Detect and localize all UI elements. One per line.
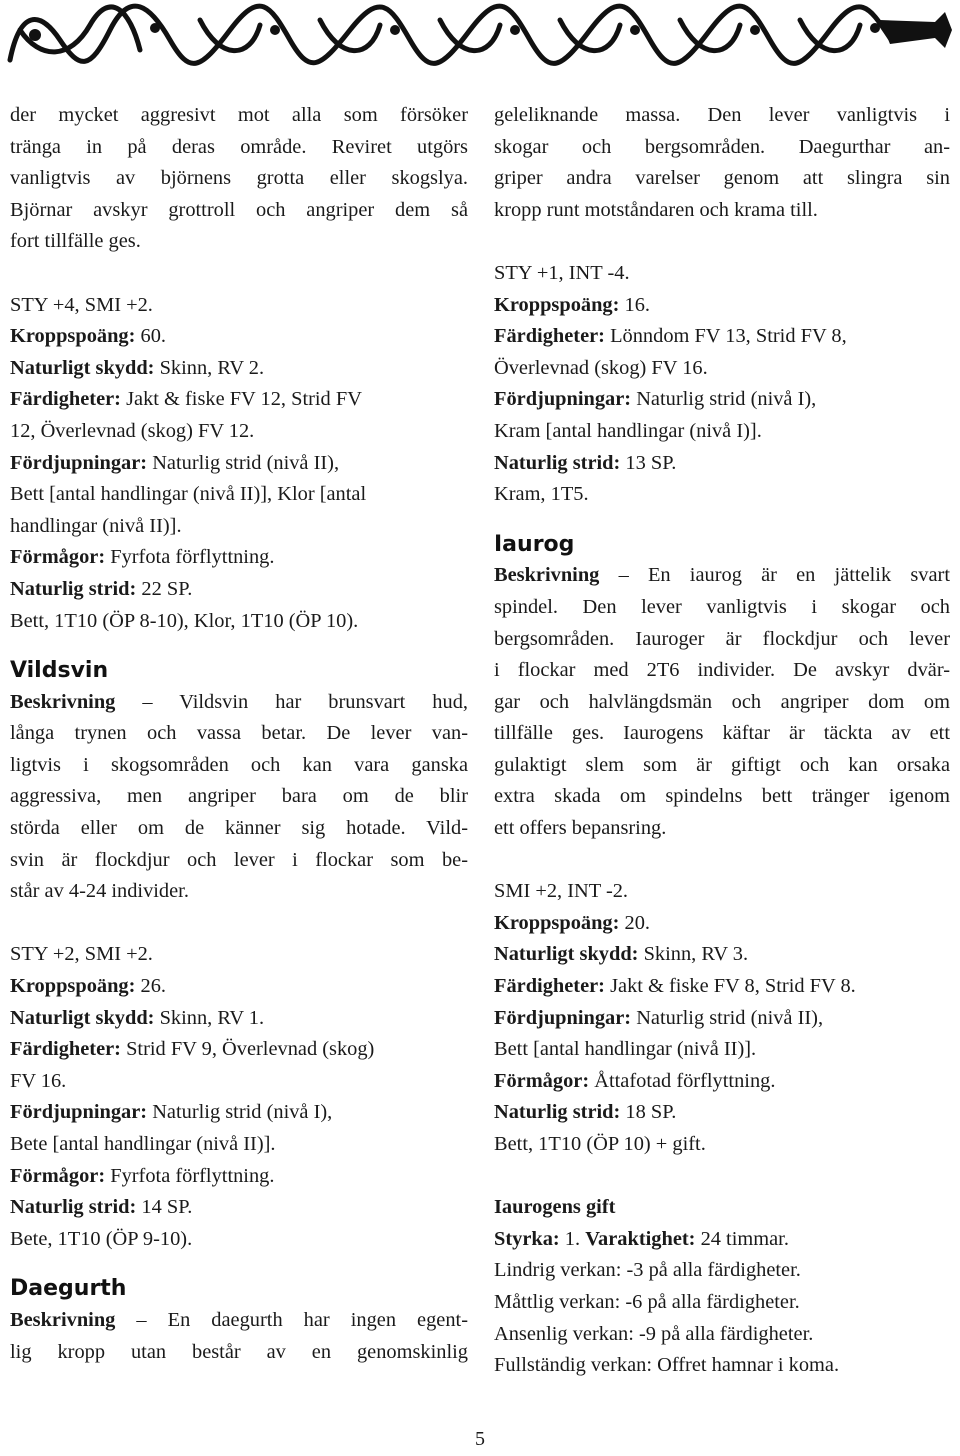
text-line: Överlevnad (skog) FV 16. bbox=[494, 356, 708, 379]
text-line: griper andra varelser genom att slingra sin bbox=[494, 167, 950, 190]
stat-attributes: STY +2, SMI +2. bbox=[10, 943, 153, 966]
text-line: vanligtvis av björnens grotta eller skogslya. bbox=[10, 167, 468, 190]
poison-stats: Styrka: 1. Varaktighet: 24 timmar. bbox=[494, 1227, 789, 1250]
text-line: extra skada om spindelns bett tränger igenom bbox=[494, 785, 950, 808]
stat-kroppspoang: Kroppspoäng: 26. bbox=[10, 975, 167, 998]
text-line: ett offers bepansring. bbox=[494, 817, 667, 840]
text-line: geleliknande massa. Den lever vanligtvis i bbox=[494, 104, 950, 126]
text-line: spindel. Den lever vanligtvis i skogar och bbox=[494, 595, 950, 618]
text-line: 12, Överlevnad (skog) FV 12. bbox=[10, 419, 255, 442]
stat-attack: Bete, 1T10 (ÖP 9-10). bbox=[10, 1227, 193, 1250]
page-number: 5 bbox=[475, 1428, 485, 1450]
text-line: långa trynen och vassa betar. De lever van- bbox=[10, 722, 468, 745]
stat-naturlig-strid: Naturlig strid: 22 SP. bbox=[10, 577, 193, 600]
stat-kroppspoang: Kroppspoäng: 20. bbox=[494, 911, 651, 934]
text-line: gulaktigt slem som är giftigt och kan orsaka bbox=[494, 753, 950, 776]
description-first-line: Beskrivning – En iaurog är en jättelik svart bbox=[494, 564, 950, 587]
text-line: fort tillfälle ges. bbox=[10, 230, 141, 253]
description-first-line: Beskrivning – En daegurth har ingen egent- bbox=[10, 1308, 468, 1331]
stat-attributes: STY +4, SMI +2. bbox=[10, 293, 153, 316]
stat-formagor: Förmågor: Fyrfota förflyttning. bbox=[10, 1164, 275, 1187]
section-title-iaurog: Iaurog bbox=[494, 531, 575, 557]
stat-kroppspoang: Kroppspoäng: 60. bbox=[10, 325, 167, 348]
text-line: tränga in på deras område. Reviret utgörs bbox=[10, 135, 468, 158]
stat-attack: Bett, 1T10 (ÖP 10) + gift. bbox=[494, 1133, 706, 1155]
poison-effect: Måttlig verkan: -6 på alla färdigheter. bbox=[494, 1290, 800, 1313]
stat-naturligt-skydd: Naturligt skydd: Skinn, RV 3. bbox=[494, 943, 749, 966]
text-line: Bett [antal handlingar (nivå II)]. bbox=[494, 1038, 757, 1061]
text-line: svin är flockdjur och lever i flockar som be- bbox=[10, 848, 468, 871]
poison-title: Iaurogens gift bbox=[494, 1196, 616, 1219]
text-line: lig kropp utan består av en genomskinlig bbox=[10, 1340, 468, 1363]
poison-effect: Fullständig verkan: Offret hamnar i koma. bbox=[494, 1354, 840, 1377]
text-line: der mycket aggresivt mot alla som försöker bbox=[10, 104, 468, 126]
stat-naturlig-strid: Naturlig strid: 14 SP. bbox=[10, 1196, 193, 1219]
stat-fordjupningar: Fördjupningar: Naturlig strid (nivå II), bbox=[10, 451, 340, 474]
right-column bbox=[494, 100, 950, 1382]
text-line: kropp runt motståndaren och krama till. bbox=[494, 198, 818, 221]
poison-effect: Lindrig verkan: -3 på alla färdigheter. bbox=[494, 1259, 801, 1282]
stat-naturlig-strid: Naturlig strid: 18 SP. bbox=[494, 1101, 677, 1124]
stat-fardigheter: Färdigheter: Jakt & fiske FV 8, Strid FV 8. bbox=[494, 975, 856, 998]
stat-formagor: Förmågor: Fyrfota förflyttning. bbox=[10, 546, 275, 569]
stat-fardigheter: Färdigheter: Lönndom FV 13, Strid FV 8, bbox=[494, 325, 847, 348]
text-line: handlingar (nivå II)]. bbox=[10, 514, 182, 537]
text-line: Björnar avskyr grottroll och angriper dem så bbox=[10, 198, 468, 221]
text-line: ligtvis i skogsområden och kan vara ganska bbox=[10, 753, 468, 776]
stat-fordjupningar: Fördjupningar: Naturlig strid (nivå I), bbox=[10, 1101, 333, 1124]
text-line: bergsområden. Iauroger är flockdjur och lever bbox=[494, 627, 950, 650]
stat-naturligt-skydd: Naturligt skydd: Skinn, RV 1. bbox=[10, 1006, 265, 1029]
text-line: aggressiva, men angriper bara om de blir bbox=[10, 785, 468, 808]
text-line: Kram [antal handlingar (nivå I)]. bbox=[494, 419, 762, 442]
text-line: störda eller om de känner sig hotade. Vild- bbox=[10, 817, 468, 840]
stat-fordjupningar: Fördjupningar: Naturlig strid (nivå I), bbox=[494, 388, 817, 411]
text-line: Bett [antal handlingar (nivå II)], Klor [antal bbox=[10, 483, 367, 506]
stat-attack: Kram, 1T5. bbox=[494, 483, 589, 506]
text-line: står av 4-24 individer. bbox=[10, 880, 189, 903]
stat-attack: Bett, 1T10 (ÖP 8-10), Klor, 1T10 (ÖP 10). bbox=[10, 609, 359, 632]
text-line: FV 16. bbox=[10, 1069, 67, 1092]
stat-formagor: Förmågor: Åttafotad förflyttning. bbox=[494, 1069, 776, 1092]
stat-naturligt-skydd: Naturligt skydd: Skinn, RV 2. bbox=[10, 356, 265, 379]
stat-fardigheter: Färdigheter: Jakt & fiske FV 12, Strid FV bbox=[10, 388, 362, 411]
text-line: tillfälle ges. Iaurogens käftar är täckta av ett bbox=[494, 722, 950, 745]
text-line: i flockar med 2T6 individer. De avskyr dvär- bbox=[494, 659, 950, 682]
stat-attributes: SMI +2, INT -2. bbox=[494, 880, 629, 903]
section-title-daegurth: Daegurth bbox=[10, 1276, 127, 1302]
description-first-line: Beskrivning – Vildsvin har brunsvart hud, bbox=[10, 690, 468, 713]
text-line: Bete [antal handlingar (nivå II)]. bbox=[10, 1133, 276, 1155]
stat-kroppspoang: Kroppspoäng: 16. bbox=[494, 293, 651, 316]
poison-effect: Ansenlig verkan: -9 på alla färdigheter. bbox=[494, 1322, 814, 1345]
stat-fordjupningar: Fördjupningar: Naturlig strid (nivå II), bbox=[494, 1006, 824, 1029]
knotwork-banner bbox=[0, 0, 960, 70]
section-title-vildsvin: Vildsvin bbox=[10, 658, 109, 684]
stat-fardigheter: Färdigheter: Strid FV 9, Överlevnad (skog) bbox=[10, 1038, 375, 1061]
left-column bbox=[10, 100, 468, 1368]
text-line: gar och halvlängdsmän och angriper dom om bbox=[494, 690, 950, 713]
text-line: skogar och bergsområden. Daegurthar an- bbox=[494, 135, 950, 158]
stat-naturlig-strid: Naturlig strid: 13 SP. bbox=[494, 451, 677, 474]
stat-attributes: STY +1, INT -4. bbox=[494, 261, 630, 284]
